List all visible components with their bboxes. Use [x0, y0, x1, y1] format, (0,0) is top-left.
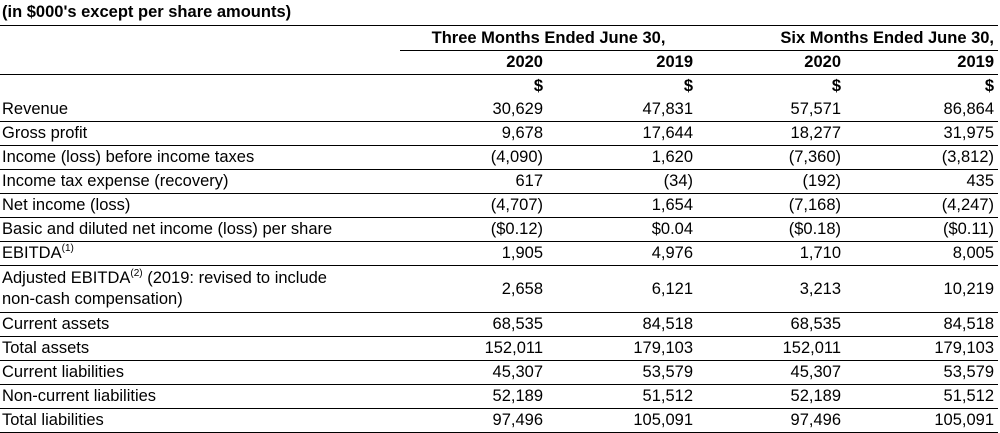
- row-label-text: Revenue: [2, 100, 69, 118]
- row-label: [0, 313, 400, 337]
- table-caption: (in $000's except per share amounts): [2, 3, 292, 21]
- value-cell: 84,518: [547, 313, 697, 337]
- table-row: [0, 409, 998, 433]
- table-row: [0, 361, 998, 385]
- row-label: [0, 218, 400, 242]
- currency-symbol: $: [831, 77, 842, 95]
- value-cell: 18,277: [697, 122, 845, 146]
- table-row: [0, 337, 998, 361]
- value-cell: (4,090): [400, 146, 547, 170]
- table-row: [0, 98, 998, 122]
- value-cell: 53,579: [547, 361, 697, 385]
- value-cell: 51,512: [547, 385, 697, 409]
- value-cell: $0.04: [547, 218, 697, 242]
- table-row: [0, 122, 998, 146]
- row-label-text: Non-current liabilities: [2, 387, 157, 405]
- value-cell: 8,005: [845, 242, 998, 266]
- year-header: 2019: [845, 51, 998, 75]
- row-label-text: Adjusted EBITDA: [2, 269, 131, 287]
- value-cell: (3,812): [845, 146, 998, 170]
- row-label: [0, 146, 400, 170]
- value-cell: (4,247): [845, 194, 998, 218]
- table-row: [0, 242, 998, 266]
- empty-cell: [0, 75, 400, 99]
- value-cell: 86,864: [845, 98, 998, 122]
- value-cell: 6,121: [547, 266, 697, 313]
- row-label: [0, 409, 400, 433]
- row-label-text: Gross profit: [2, 124, 88, 142]
- value-cell: 9,678: [400, 122, 547, 146]
- currency-symbol: $: [683, 77, 694, 95]
- year-header: 2020: [400, 51, 547, 75]
- value-cell: 152,011: [400, 337, 547, 361]
- footnote-marker: (1): [61, 242, 74, 254]
- value-cell: 179,103: [547, 337, 697, 361]
- value-cell: 97,496: [400, 409, 547, 433]
- value-cell: 1,654: [547, 194, 697, 218]
- value-cell: 4,976: [547, 242, 697, 266]
- row-label: [0, 266, 400, 313]
- row-label-text: Total assets: [2, 339, 90, 357]
- value-cell: ($0.11): [845, 218, 998, 242]
- currency-row: [0, 75, 998, 99]
- table-row: [0, 266, 998, 313]
- value-cell: 30,629: [400, 98, 547, 122]
- row-label-text: Current assets: [2, 315, 110, 333]
- value-cell: 105,091: [845, 409, 998, 433]
- value-cell: 1,620: [547, 146, 697, 170]
- row-label-text: non-cash compensation): [2, 290, 183, 308]
- table-row: [0, 146, 998, 170]
- value-cell: (7,168): [697, 194, 845, 218]
- value-cell: 17,644: [547, 122, 697, 146]
- value-cell: ($0.18): [697, 218, 845, 242]
- value-cell: 53,579: [845, 361, 998, 385]
- table-row: [0, 194, 998, 218]
- row-label-text: Total liabilities: [2, 411, 104, 429]
- value-cell: 1,905: [400, 242, 547, 266]
- value-cell: 105,091: [547, 409, 697, 433]
- row-label-text: Basic and diluted net income (loss) per share: [2, 220, 333, 238]
- row-label: [0, 385, 400, 409]
- value-cell: 57,571: [697, 98, 845, 122]
- table-row: [0, 170, 998, 194]
- year-header: 2020: [697, 51, 845, 75]
- value-cell: 52,189: [697, 385, 845, 409]
- value-cell: 45,307: [400, 361, 547, 385]
- table-row: [0, 218, 998, 242]
- row-label: [0, 122, 400, 146]
- value-cell: (4,707): [400, 194, 547, 218]
- value-cell: 2,658: [400, 266, 547, 313]
- row-label-text: Current liabilities: [2, 363, 124, 381]
- value-cell: 84,518: [845, 313, 998, 337]
- value-cell: ($0.12): [400, 218, 547, 242]
- value-cell: 31,975: [845, 122, 998, 146]
- row-label: [0, 361, 400, 385]
- year-header: 2019: [547, 51, 697, 75]
- value-cell: 435: [845, 170, 998, 194]
- value-cell: 3,213: [697, 266, 845, 313]
- value-cell: 1,710: [697, 242, 845, 266]
- row-label-text: Income (loss) before income taxes: [2, 148, 255, 166]
- row-label: [0, 98, 400, 122]
- row-label: [0, 194, 400, 218]
- row-label-text: (2019: revised to include: [142, 269, 327, 287]
- six-months-header: Six Months Ended June 30,: [697, 27, 998, 51]
- value-cell: 617: [400, 170, 547, 194]
- table-row: [0, 313, 998, 337]
- value-cell: 47,831: [547, 98, 697, 122]
- row-label: [0, 337, 400, 361]
- row-label: [0, 170, 400, 194]
- footnote-marker: (2): [130, 267, 143, 279]
- value-cell: 152,011: [697, 337, 845, 361]
- row-label-text: Income tax expense (recovery): [2, 172, 229, 190]
- value-cell: 52,189: [400, 385, 547, 409]
- value-cell: 179,103: [845, 337, 998, 361]
- table-row: [0, 385, 998, 409]
- value-cell: 45,307: [697, 361, 845, 385]
- value-cell: 51,512: [845, 385, 998, 409]
- value-cell: 68,535: [697, 313, 845, 337]
- group-header-row: [0, 27, 998, 51]
- financial-table: [0, 27, 998, 433]
- row-label-text: EBITDA: [2, 244, 62, 262]
- top-rule: [0, 25, 998, 26]
- value-cell: 10,219: [845, 266, 998, 313]
- empty-header-cell: [0, 51, 400, 75]
- currency-symbol: $: [984, 77, 995, 95]
- year-header-row: [0, 51, 998, 75]
- row-label-text: Net income (loss): [2, 196, 131, 214]
- empty-header-cell: [0, 27, 400, 51]
- currency-symbol: $: [533, 77, 543, 95]
- value-cell: (192): [697, 170, 845, 194]
- row-label: [0, 242, 400, 266]
- value-cell: (7,360): [697, 146, 845, 170]
- value-cell: 97,496: [697, 409, 845, 433]
- value-cell: 68,535: [400, 313, 547, 337]
- three-months-header: Three Months Ended June 30,: [400, 27, 697, 51]
- value-cell: (34): [547, 170, 697, 194]
